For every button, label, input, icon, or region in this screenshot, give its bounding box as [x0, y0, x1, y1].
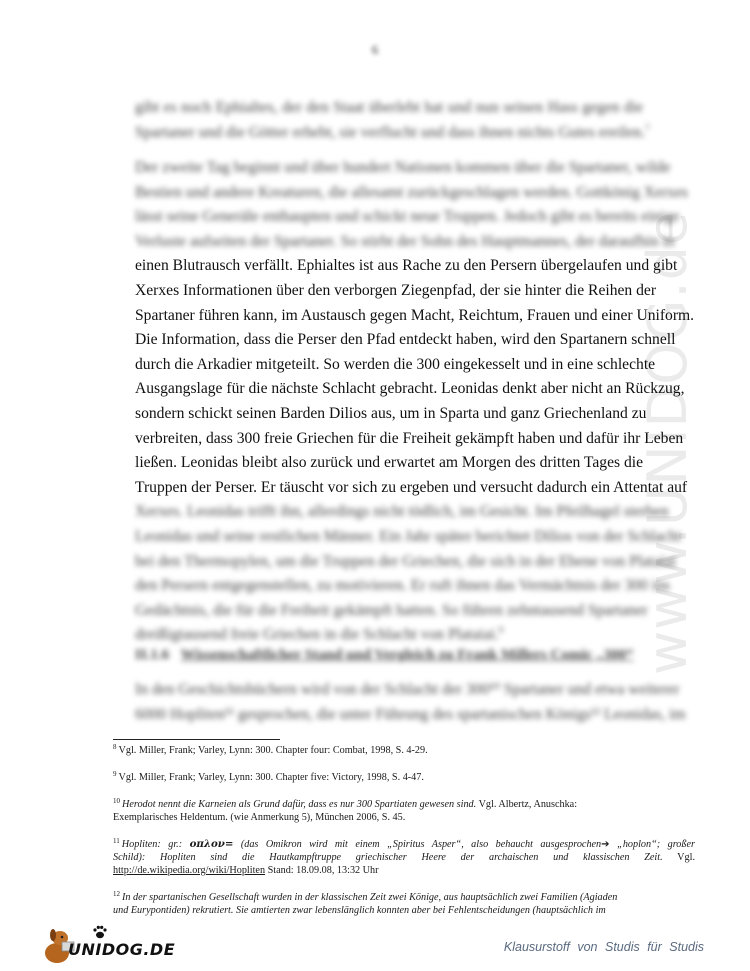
- text-line: Xerxes. Leonidas trifft ihn, allerdings nicht tödlich, im Gesicht. Im Pfeilhagel sterben: [135, 503, 669, 521]
- arrow-icon: ➔: [601, 839, 610, 850]
- text-line: Spartaner und die Götter erhebt, sie verflucht und dass ihnen nichts Gutes ereilen.$^7$: [135, 122, 650, 141]
- footnote-ref[interactable]: 9: [498, 625, 504, 636]
- text-line: bei den Thermopylen, um die Truppen der Griechen, die sich in der Ebene von Plataiai: [135, 552, 677, 570]
- text-line: den Persern entgegenstellen, zu motivieren. Er ruft ihnen das Vermächtnis der 300 ins: [135, 577, 670, 595]
- text-line: lässt seine Generäle enthaupten und schickt neue Truppen. Jedoch gibt es bereits einige: [135, 208, 680, 226]
- text-line: In den Geschichtsbüchern wird von der Schlacht der 300¹⁰ Spartaner und etwa weiterer: [135, 681, 680, 698]
- text-line: dreißigtausend freie Griechen in die Schlacht von Plataiai.$^9$: [135, 625, 504, 644]
- text-line: Bestien und andere Kreaturen, die allesamt zurückgeschlagen werden. Gottkönig Xerxes: [135, 183, 688, 201]
- text-line: einen Blutrausch verfällt. Ephialtes ist aus Rache zu den Persern übergelaufen und gibt: [135, 257, 678, 275]
- footnote-ref[interactable]: 7: [645, 122, 650, 133]
- footnotes: [113, 744, 695, 931]
- text-line: sondern schickt seinen Barden Dilios aus, um in Sparta und ganz Griechenland zu: [135, 404, 647, 422]
- text-line: Leonidas und seine restlichen Männer. Ein Jahr später berichtet Dilios von der Schlacht: [135, 527, 682, 545]
- footer-tagline: Klausurstoff von Studis für Studis: [503, 940, 704, 954]
- text-line: Die Information, dass die Perser den Pfad entdeckt haben, wird den Spartanern schnell: [135, 331, 676, 349]
- paragraph-2-blurred-top: [135, 156, 688, 254]
- paw-icon: [92, 925, 108, 939]
- paragraph-2-blurred-bottom: [135, 500, 682, 648]
- text-line: Ausgangslage für die nächste Schlacht gebracht. Leonidas denkt aber nicht an Rückzug,: [135, 380, 685, 398]
- text-line: ließen. Leonidas bleibt also zurück und erwartet am Morgen des dritten Tages die: [135, 454, 644, 472]
- footnote-separator: [113, 739, 280, 740]
- watermark: www.UNIDOG.de: [636, 210, 699, 675]
- footnote-10: $^{10}$ Herodot nennt die Karneien als Grund dafür, dass es nur 300 Spartiaten gewesen sind. Vgl. Albertz, Anuschka: Exemplarisches Heldentum. (wie Anmerkung 5), München 2006, S. 45.: [113, 796, 578, 823]
- text-line: Gedächtnis, die für die Freiheit gekämpft hatten. So führen zehntausend Spartaner: [135, 601, 648, 619]
- section-heading: [135, 647, 643, 664]
- section-title: Wissenschaftlicher Stand und Vergleich zu Frank Millers Comic „300“: [180, 647, 634, 663]
- wikipedia-link[interactable]: http://de.wikipedia.org/wiki/Hopliten: [113, 865, 266, 876]
- text-line: durch die Arkadier mitgeteilt. So werden die 300 eingekesselt und in eine schlechte: [135, 355, 656, 373]
- text-line: Truppen der Perser. Er täuscht vor sich zu ergeben und versucht dadurch ein Attentat auf: [135, 478, 688, 496]
- paragraph-1-blurred: [135, 96, 650, 145]
- paragraph-2-clear: [135, 254, 695, 500]
- unidog-logo[interactable]: [40, 925, 180, 965]
- text-line: 6000 Hopliten¹¹ gesprochen, die unter Führung des spartanischen Königs¹² Leonidas, im: [135, 705, 686, 723]
- text-line: Xerxes Informationen über den verborgen Ziegenpfad, der sie hinter die Reihen der: [135, 281, 657, 299]
- text-line: gibt es noch Ephialtes, der den Staat überlebt hat und nun seinen Hass gegen die: [135, 99, 643, 116]
- footnote-9: $^9$ Vgl. Miller, Frank; Varley, Lynn: 300. Chapter five: Victory, 1998, S. 4-47.: [113, 769, 424, 783]
- section-number: II.1.6: [135, 647, 170, 663]
- text-line: verbreiten, dass 300 freie Griechen für die Freiheit gekämpft haben und dafür ihr Leben: [135, 429, 684, 447]
- page-number: 6: [371, 42, 379, 57]
- footnote-8: $^8$ Vgl. Miller, Frank; Varley, Lynn: 300. Chapter four: Combat, 1998, S. 4-29.: [113, 742, 428, 756]
- logo-text: UNIDOG.DE: [68, 940, 176, 959]
- text-line: Spartaner führen kann, im Austausch gegen Macht, Reichtum, Frauen und einer Uniform.: [135, 306, 695, 324]
- footnote-11: $^{11}$ Hopliten: gr.: οπλον= (das Omikron wird mit einem „Spiritus Asper“, also behaucht ausgesprochen➔ „hoplon“; großer Schild): Hopliten sind die Hautkampftruppe griechischer Heere der archaischen und klassischen Zeit. Vgl. http://de.wikipedia.org/wiki/Hopliten Stand: 18.09.08, 13:32 Uhr: [113, 836, 695, 876]
- paragraph-3-blurred: [135, 678, 686, 727]
- text-line: Der zweite Tag beginnt und über hundert Nationen kommen über die Spartaner, wilde: [135, 159, 671, 176]
- footnote-12: $^{12}$ In der spartanischen Gesellschaft wurden in der klassischen Zeit zwei Könige, aus hauptsächlich zwei Familien (Agiaden und Eurypontiden) rekrutiert. Sie amtierten zwar lebenslänglich konnten aber bei Fehlentscheidungen (hauptsächlich im: [113, 889, 618, 916]
- text-line: Verluste aufseiten der Spartaner. So stirbt der Sohn des Hauptmannes, der daraufhin in: [135, 232, 675, 250]
